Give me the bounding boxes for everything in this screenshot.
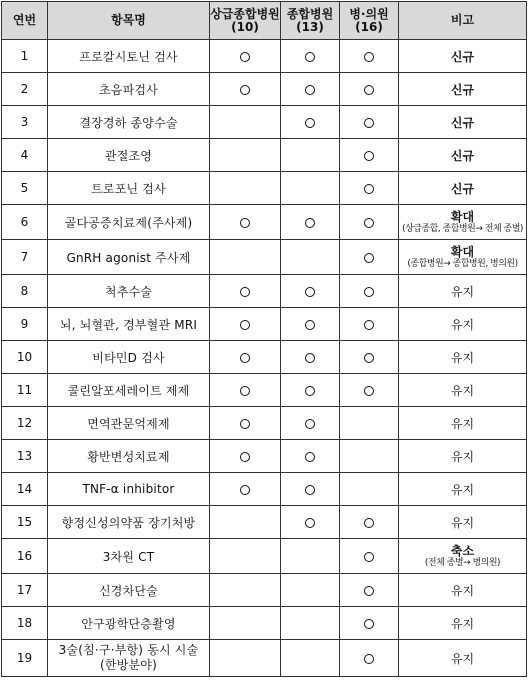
clinic-cell [340, 341, 399, 374]
clinic-cell [340, 607, 399, 640]
header-tertiary-label: 상급종합병원 (10) [210, 6, 280, 34]
note-status: 확대 [450, 209, 475, 224]
clinic-cell [340, 308, 399, 341]
general-cell [281, 440, 340, 473]
note-cell [399, 407, 527, 440]
circle-mark-icon [240, 353, 250, 363]
item-name: 프로칼시토닌 검사 [48, 40, 210, 73]
table-row [2, 240, 527, 275]
table-row [2, 440, 527, 473]
note-status: 유지 [450, 449, 475, 464]
table-row [2, 407, 527, 440]
header-general-label: 종합병원 (13) [286, 6, 334, 34]
circle-mark-icon [364, 184, 374, 194]
circle-mark-icon [240, 85, 250, 95]
circle-mark-icon [364, 151, 374, 161]
circle-mark-icon [240, 218, 250, 228]
circle-mark-icon [240, 320, 250, 330]
circle-mark-icon [305, 518, 315, 528]
tertiary-cell [210, 106, 281, 139]
item-name: 3술(침·구·부항) 동시 시술 (한방분야) [48, 640, 210, 677]
note-status: 유지 [450, 383, 475, 398]
circle-mark-icon [364, 353, 374, 363]
table-row [2, 40, 527, 73]
table-row [2, 205, 527, 240]
item-name: 결장경하 종양수술 [48, 106, 210, 139]
item-name: TNF-α inhibitor [48, 473, 210, 506]
row-number: 9 [2, 308, 48, 341]
item-name: 관절조영 [48, 139, 210, 172]
table-header [2, 2, 527, 40]
note-detail: (종합병원→ 종합병원, 병의원) [407, 258, 518, 269]
general-cell [281, 574, 340, 607]
circle-mark-icon [305, 320, 315, 330]
table-row [2, 574, 527, 607]
note-status: 유지 [450, 616, 475, 631]
clinic-cell [340, 240, 399, 275]
note-cell [399, 506, 527, 539]
note-status: 유지 [450, 317, 475, 332]
row-number: 1 [2, 40, 48, 73]
clinic-cell [340, 106, 399, 139]
clinic-cell [340, 374, 399, 407]
note-status: 축소 [450, 543, 475, 558]
row-number: 4 [2, 139, 48, 172]
circle-mark-icon [364, 586, 374, 596]
item-name: 향정신성의약품 장기처방 [48, 506, 210, 539]
circle-mark-icon [240, 386, 250, 396]
general-cell [281, 240, 340, 275]
tertiary-cell [210, 40, 281, 73]
row-number: 17 [2, 574, 48, 607]
item-name: 3차원 CT [48, 539, 210, 574]
row-number: 8 [2, 275, 48, 308]
item-name: 면역관문억제제 [48, 407, 210, 440]
table-row [2, 341, 527, 374]
note-status: 유지 [450, 515, 475, 530]
tertiary-cell [210, 607, 281, 640]
tertiary-cell [210, 407, 281, 440]
clinic-cell [340, 205, 399, 240]
clinic-cell [340, 40, 399, 73]
general-cell [281, 374, 340, 407]
circle-mark-icon [240, 287, 250, 297]
row-number: 18 [2, 607, 48, 640]
table-row [2, 607, 527, 640]
row-number: 5 [2, 172, 48, 205]
circle-mark-icon [305, 118, 315, 128]
note-status: 유지 [450, 350, 475, 365]
row-number: 19 [2, 640, 48, 677]
general-cell [281, 106, 340, 139]
clinic-cell [340, 73, 399, 106]
tertiary-cell [210, 73, 281, 106]
table-row [2, 539, 527, 574]
header-general [281, 2, 340, 40]
clinic-cell [340, 506, 399, 539]
circle-mark-icon [364, 518, 374, 528]
row-number: 14 [2, 473, 48, 506]
header-no-label: 연번 [12, 13, 37, 27]
note-cell [399, 607, 527, 640]
circle-mark-icon [364, 386, 374, 396]
circle-mark-icon [364, 253, 374, 263]
item-name: 골다공증치료제(주사제) [48, 205, 210, 240]
item-name: 황반변성치료제 [48, 440, 210, 473]
tertiary-cell [210, 440, 281, 473]
circle-mark-icon [240, 485, 250, 495]
circle-mark-icon [305, 419, 315, 429]
note-cell [399, 240, 527, 275]
item-name: 신경차단술 [48, 574, 210, 607]
item-name: 콜린알포세레이트 제제 [48, 374, 210, 407]
circle-mark-icon [305, 85, 315, 95]
note-status: 신규 [450, 49, 475, 64]
circle-mark-icon [305, 485, 315, 495]
circle-mark-icon [364, 619, 374, 629]
general-cell [281, 205, 340, 240]
circle-mark-icon [364, 85, 374, 95]
table-row [2, 640, 527, 677]
general-cell [281, 73, 340, 106]
item-name: 트로포닌 검사 [48, 172, 210, 205]
note-cell [399, 172, 527, 205]
tertiary-cell [210, 240, 281, 275]
tertiary-cell [210, 640, 281, 677]
table-row [2, 308, 527, 341]
tertiary-cell [210, 275, 281, 308]
circle-mark-icon [305, 218, 315, 228]
header-item-label: 항목명 [111, 13, 146, 27]
table-body [2, 40, 527, 677]
general-cell [281, 607, 340, 640]
clinic-cell [340, 440, 399, 473]
note-cell [399, 341, 527, 374]
general-cell [281, 172, 340, 205]
table-row [2, 473, 527, 506]
review-items-table [1, 1, 527, 677]
tertiary-cell [210, 341, 281, 374]
general-cell [281, 640, 340, 677]
note-detail: (전체 종별→ 병의원) [424, 557, 501, 568]
general-cell [281, 40, 340, 73]
row-number: 10 [2, 341, 48, 374]
note-cell [399, 106, 527, 139]
tertiary-cell [210, 506, 281, 539]
circle-mark-icon [364, 118, 374, 128]
row-number: 15 [2, 506, 48, 539]
header-clinic [340, 2, 399, 40]
general-cell [281, 139, 340, 172]
table-row [2, 172, 527, 205]
row-number: 16 [2, 539, 48, 574]
row-number: 2 [2, 73, 48, 106]
note-cell [399, 308, 527, 341]
circle-mark-icon [305, 353, 315, 363]
clinic-cell [340, 407, 399, 440]
table-row [2, 139, 527, 172]
general-cell [281, 407, 340, 440]
item-name: GnRH agonist 주사제 [48, 240, 210, 275]
note-status: 유지 [450, 651, 475, 666]
header-tertiary [210, 2, 281, 40]
general-cell [281, 473, 340, 506]
note-detail: (상급종합, 종합병원→ 전체 종별) [402, 223, 523, 234]
item-name: 뇌, 뇌혈관, 경부혈관 MRI [48, 308, 210, 341]
circle-mark-icon [364, 552, 374, 562]
general-cell [281, 506, 340, 539]
note-cell [399, 275, 527, 308]
note-status: 신규 [450, 181, 475, 196]
tertiary-cell [210, 574, 281, 607]
clinic-cell [340, 172, 399, 205]
note-status: 신규 [450, 82, 475, 97]
note-cell [399, 205, 527, 240]
table-row [2, 506, 527, 539]
note-cell [399, 139, 527, 172]
note-cell [399, 40, 527, 73]
header-item [48, 2, 210, 40]
note-cell [399, 374, 527, 407]
item-name: 비타민D 검사 [48, 341, 210, 374]
note-cell [399, 640, 527, 677]
note-status: 유지 [450, 284, 475, 299]
note-status: 유지 [450, 482, 475, 497]
tertiary-cell [210, 172, 281, 205]
clinic-cell [340, 539, 399, 574]
circle-mark-icon [240, 452, 250, 462]
header-no [2, 2, 48, 40]
circle-mark-icon [364, 320, 374, 330]
table-row [2, 73, 527, 106]
item-name: 안구광학단층촬영 [48, 607, 210, 640]
header-note [399, 2, 527, 40]
circle-mark-icon [240, 52, 250, 62]
clinic-cell [340, 275, 399, 308]
table-row [2, 106, 527, 139]
item-name: 척추수술 [48, 275, 210, 308]
row-number: 12 [2, 407, 48, 440]
circle-mark-icon [364, 52, 374, 62]
tertiary-cell [210, 539, 281, 574]
clinic-cell [340, 473, 399, 506]
note-status: 신규 [450, 115, 475, 130]
clinic-cell [340, 574, 399, 607]
general-cell [281, 275, 340, 308]
clinic-cell [340, 139, 399, 172]
header-clinic-label: 병·의원 (16) [349, 6, 389, 34]
note-cell [399, 473, 527, 506]
table-row [2, 374, 527, 407]
tertiary-cell [210, 205, 281, 240]
table-row [2, 275, 527, 308]
circle-mark-icon [364, 287, 374, 297]
header-note-label: 비고 [450, 13, 475, 27]
note-status: 유지 [450, 583, 475, 598]
note-status: 확대 [450, 244, 475, 259]
note-status: 유지 [450, 416, 475, 431]
note-cell [399, 440, 527, 473]
row-number: 13 [2, 440, 48, 473]
circle-mark-icon [240, 419, 250, 429]
circle-mark-icon [305, 386, 315, 396]
row-number: 6 [2, 205, 48, 240]
row-number: 3 [2, 106, 48, 139]
tertiary-cell [210, 473, 281, 506]
circle-mark-icon [305, 287, 315, 297]
circle-mark-icon [364, 654, 374, 664]
item-name: 초음파검사 [48, 73, 210, 106]
tertiary-cell [210, 374, 281, 407]
row-number: 11 [2, 374, 48, 407]
general-cell [281, 341, 340, 374]
note-cell [399, 574, 527, 607]
row-number: 7 [2, 240, 48, 275]
circle-mark-icon [364, 218, 374, 228]
note-status: 신규 [450, 148, 475, 163]
circle-mark-icon [305, 452, 315, 462]
clinic-cell [340, 640, 399, 677]
circle-mark-icon [305, 52, 315, 62]
note-cell [399, 73, 527, 106]
tertiary-cell [210, 139, 281, 172]
tertiary-cell [210, 308, 281, 341]
note-cell [399, 539, 527, 574]
general-cell [281, 308, 340, 341]
general-cell [281, 539, 340, 574]
